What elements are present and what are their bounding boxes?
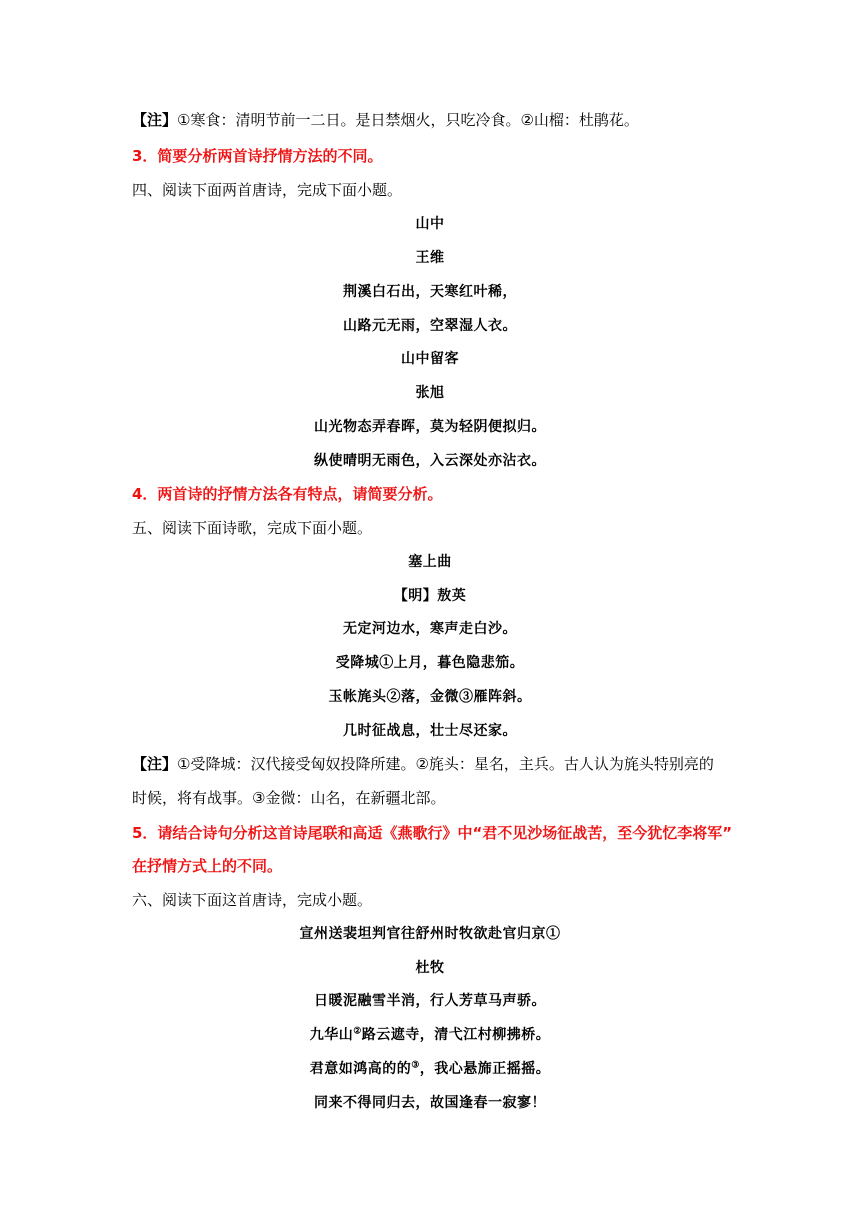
poem-title: 宣州送裴坦判官往舒州时牧欲赴官归京① (299, 926, 561, 942)
poem-line: 无定河边水，寒声走白沙。 (343, 621, 517, 637)
question-5-line-2: 在抒情方式上的不同。 (132, 857, 283, 875)
poem-line (0, 1025, 860, 1045)
poem-line: 山光物态弄春晖，莫为轻阴便拟归。 (314, 419, 546, 435)
poem-text: 君意如鸿高的的 (309, 1061, 412, 1077)
poem-text: 九华山 (309, 1027, 354, 1043)
note-2-line-2: 时候，将有战事。③金微：山名，在新疆北部。 (132, 789, 446, 807)
note-text: ①受降城：汉代接受匈奴投降所建。②旄头：星名，主兵。古人认为旄头特别亮的 (177, 755, 714, 773)
poem-author: 杜牧 (415, 960, 445, 976)
poem-line: 荆溪白石出，天寒红叶稀， (343, 284, 517, 300)
poem-line: 玉帐旄头②落，金微③雁阵斜。 (328, 689, 532, 705)
question-3: 3．简要分析两首诗抒情方法的不同。 (132, 147, 383, 165)
poem-line (0, 1059, 860, 1079)
question-4: 4．两首诗的抒情方法各有特点，请简要分析。 (132, 485, 443, 503)
poem-line: 山路元无雨，空翠湿人衣。 (343, 318, 517, 334)
footnote-marker: ③ (411, 1060, 420, 1071)
section-4-heading: 四、阅读下面两首唐诗，完成下面小题。 (132, 181, 403, 199)
poem-text: ，我心悬旆正摇摇。 (419, 1061, 551, 1077)
poem-line: 受降城①上月，暮色隐悲笳。 (335, 655, 525, 671)
poem-title: 山中留客 (401, 351, 459, 367)
question-5-line-1: 5．请结合诗句分析这首诗尾联和高适《燕歌行》中“君不见沙场征战苦，至今犹忆李将军” (132, 824, 733, 842)
poem-text: 路云遮寺，清弋江村柳拂桥。 (361, 1027, 551, 1043)
poem-line: 纵使晴明无雨色，入云深处亦沾衣。 (314, 453, 546, 469)
note-bracket: 【注】 (132, 111, 178, 129)
poem-author: 王维 (415, 250, 445, 266)
note-1 (132, 110, 639, 130)
poem-title: 山中 (415, 216, 445, 232)
footnote-marker: ② (353, 1026, 362, 1037)
section-6-heading: 六、阅读下面这首唐诗，完成小题。 (132, 891, 373, 909)
poem-line: 日暖泥融雪半消，行人芳草马声骄。 (314, 993, 546, 1009)
poem-line: 几时征战息，壮士尽还家。 (343, 723, 517, 739)
poem-line: 同来不得同归去，故国逢春一寂寥！ (314, 1095, 546, 1111)
section-5-heading: 五、阅读下面诗歌，完成下面小题。 (132, 519, 373, 537)
note-bracket: 【注】 (132, 755, 178, 773)
poem-author: 张旭 (415, 385, 445, 401)
note-2-line-1 (132, 754, 714, 774)
poem-author: 【明】敖英 (393, 588, 467, 604)
note-text: ①寒食：清明节前一二日。是日禁烟火，只吃冷食。②山榴：杜鹃花。 (177, 111, 639, 129)
poem-title: 塞上曲 (408, 554, 452, 570)
